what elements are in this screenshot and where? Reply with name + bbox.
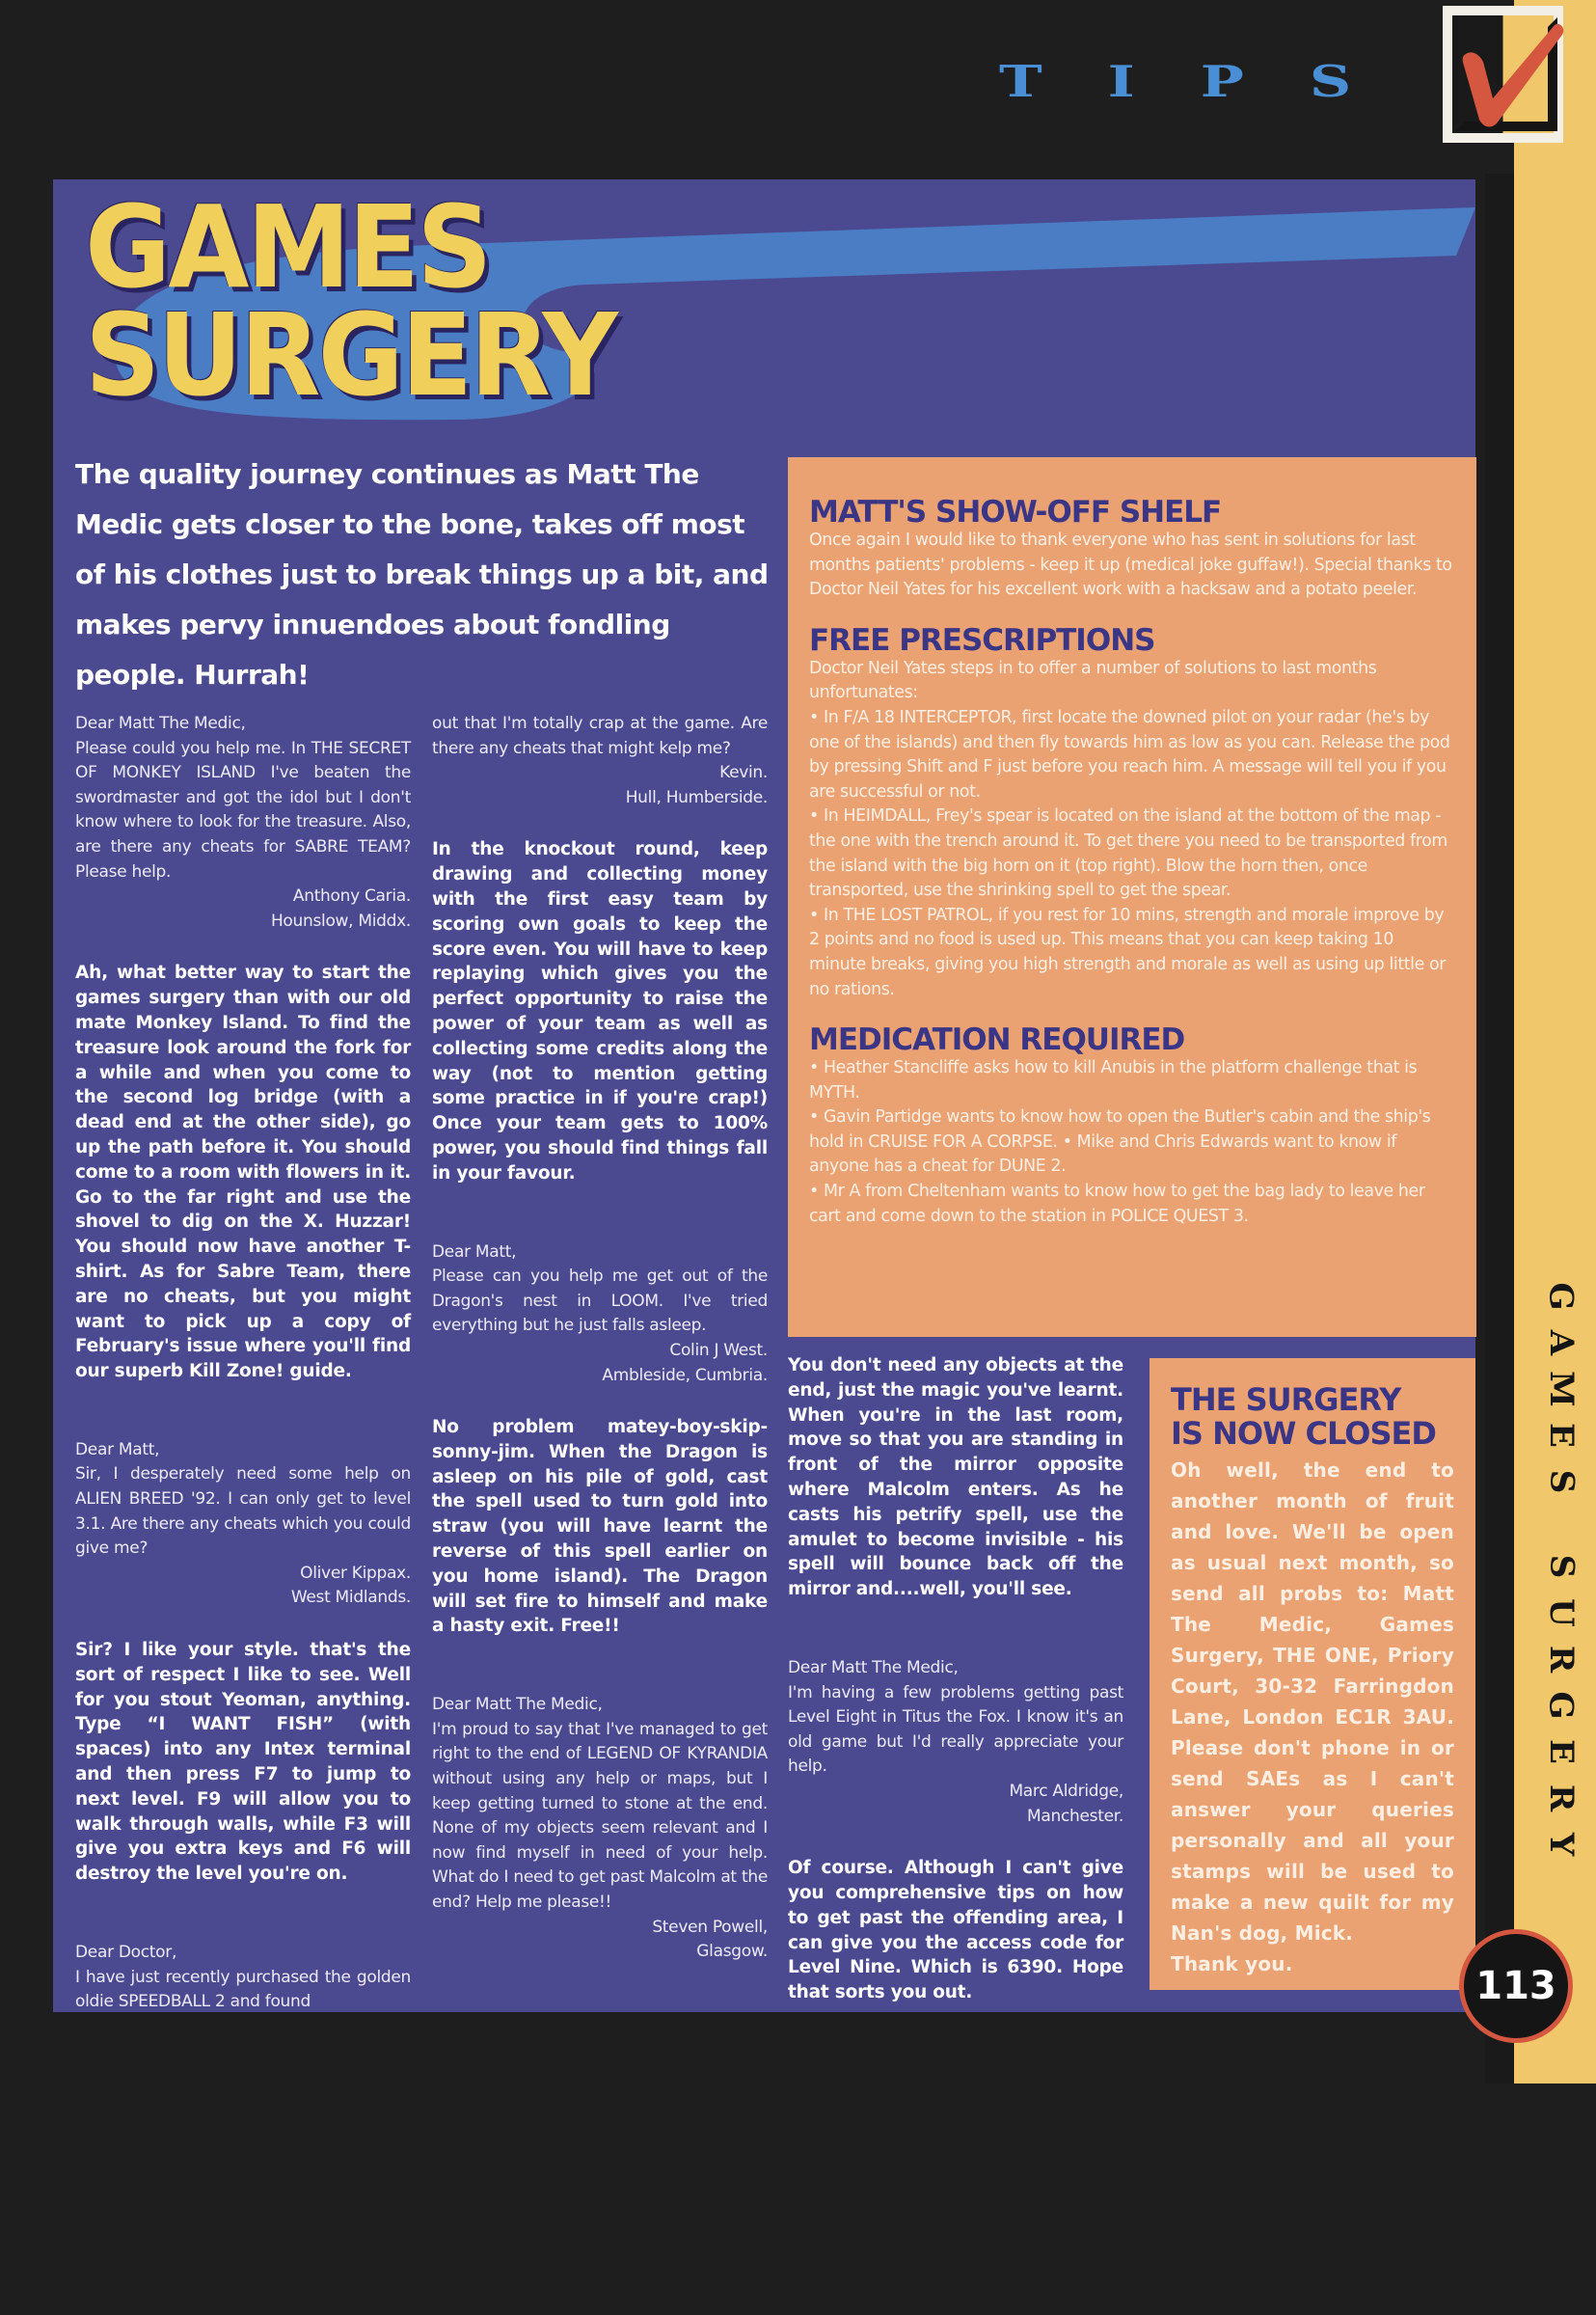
column-1 [75, 712, 411, 2015]
article-intro: The quality journey continues as Matt The Medic gets closer to the bone, takes off most of his clothes just to break things up a bit, and makes pervy innuendoes about fondling people. Hurrah! [75, 458, 769, 691]
medication-item: • Heather Stancliffe asks how to kill Anubis in the platform challenge that is MYTH. [809, 1058, 1418, 1103]
letter-signature-name: Marc Aldridge, [1009, 1781, 1123, 1801]
letter-signature-place: Hull, Humberside. [625, 787, 768, 807]
letter-salutation: Dear Matt The Medic, [432, 1695, 603, 1715]
letter-body: I'm having a few problems getting past Level Eight in Titus the Fox. I know it's an old game but I'd really appreciate your help. [788, 1682, 1123, 1777]
info-box [788, 457, 1476, 1337]
medication-required-section [809, 1023, 1455, 1229]
prescription-item: • In F/A 18 INTERCEPTOR, first locate the downed pilot on your radar (he's by one of the islands) and then fly towards him as low as you can. Release the pod by pressing Shift and F just before you reach him. A message will tell you if you are successful or not. [809, 707, 1450, 802]
letter-salutation: Dear Matt The Medic, [788, 1657, 959, 1677]
reply-3: In the knockout round, keep drawing and collecting money with the first easy team by scoring own goals to keep the score even. You will have to keep replaying which gives you the perfect opportunity to raise the power of your team as well as collecting some credits along the way (not to mention getting some practice in if you're crap!) Once your team gets to 100% power, you should find things fall in your favour. [432, 839, 768, 1184]
letter-signature-name: Steven Powell, [652, 1917, 768, 1937]
reply-2: Sir? I like your style. that's the sort of respect I like to see. Well for you stout Yeoman, anything. Type “I WANT FISH” (with spaces) into any Intex terminal and then press F7 to jump to next level. F9 will allow you to walk through walls, while F3 will give you extra keys and F6 will destroy the level you're on. [75, 1640, 411, 1885]
checkmark-icon [1454, 15, 1570, 131]
letter-body: out that I'm totally crap at the game. Are there any cheats that might kelp me? [432, 714, 768, 758]
letter-signature-name: Anthony Caria. [292, 886, 411, 907]
medication-item: • Mr A from Cheltenham wants to know how to get the bag lady to leave her cart and come down to the station in POLICE QUEST 3. [809, 1182, 1425, 1226]
free-prescriptions-section [809, 624, 1455, 1002]
surgery-closed-heading [1171, 1383, 1454, 1451]
letter-5 [432, 1693, 768, 1965]
side-letter: R [1541, 1645, 1581, 1674]
letter-body: I have just recently purchased the golden oldie SPEEDBALL 2 and found [75, 1967, 411, 2012]
letter-3-continued [432, 712, 768, 810]
side-letter: S [1542, 1554, 1581, 1579]
side-letter: U [1542, 1598, 1581, 1627]
reply-1: Ah, what better way to start the games surgery than with our old mate Monkey Island. To find the treasure look around the fork for a while and when you come to the second log bridge (with a dead end at the other side), go up the path before it. You should come to a room with flowers in it. Go to the far right and use the shovel to dig on the X. Huzzar! You should now have another T-shirt. As for Sabre Team, there are no cheats, but you might want to pick up a copy of February's issue where you'll find our superb Kill Zone! guide. [75, 963, 411, 1382]
letter-body: I'm proud to say that I've managed to get right to the end of LEGEND OF KYRANDIA without using any help or maps, but I keep getting turned to stone at the end. None of my objects seem relevant and I now find myself in need of your help. What do I need to get past Malcolm at the end? Help me please!! [432, 1719, 768, 1913]
letter-signature-place: Hounslow, Middx. [270, 911, 411, 931]
side-letter: E [1541, 1423, 1581, 1448]
show-off-shelf-heading: MATT'S SHOW-OFF SHELF [809, 495, 1222, 530]
reply-6: Of course. Although I can't give you comprehensive tips on how to get past the offending area, I can give you the access code for Level Nine. Which is 6390. Hope that sorts you out. [788, 1858, 1123, 2003]
side-letter: R [1541, 1784, 1581, 1812]
letter-salutation: Dear Doctor, [75, 1943, 177, 1963]
letter-signature-place: West Midlands. [290, 1588, 411, 1608]
prescription-item: • In HEIMDALL, Frey's spear is located on the island at the bottom of the map - the one with the trench around it. To get there you need to be transported from the island with the big horn on it (top right). Blow the horn then, once transported, use the shrinking spell to get the spear. [809, 806, 1447, 901]
column-2 [432, 712, 768, 1965]
letter-1 [75, 712, 411, 934]
letter-signature-place: Manchester. [1027, 1806, 1123, 1826]
free-prescriptions-intro: Doctor Neil Yates steps in to offer a number of solutions to last months unfortunates: [809, 658, 1377, 703]
letter-body: Please can you help me get out of the Dragon's nest in LOOM. I've tried everything but he just falls asleep. [432, 1266, 768, 1336]
page-number-badge: 113 [1459, 1929, 1573, 2043]
section-label: TIPS [999, 56, 1418, 108]
letter-6 [788, 1656, 1123, 1829]
side-letter: E [1541, 1739, 1581, 1764]
letter-4 [432, 1240, 768, 1389]
surgery-closed-box [1150, 1358, 1475, 1990]
prescription-item: • In THE LOST PATROL, if you rest for 10 mins, strength and morale improve by 2 points and no food is used up. This means that you can keep taking 10 minute breaks, giving you high strength and morale as well as using up little or no rations. [809, 905, 1447, 999]
letter-signature-place: Ambleside, Cumbria. [602, 1365, 768, 1385]
letter-body: Sir, I desperately need some help on ALIEN BREED '92. I can only get to level 3.1. Are there any cheats which you could give me? [75, 1464, 411, 1559]
side-section-label [1526, 1273, 1583, 2315]
reply-5: You don't need any objects at the end, just the magic you've learnt. When you're in the last room, move so that you are standing in front of the mirror opposite where Malcolm enters. As he casts his petrify spell, use the amulet to become invisible - his spell will bounce back off the mirror and....well, you'll see. [788, 1355, 1123, 1600]
article-title [85, 180, 616, 422]
letter-salutation: Dear Matt The Medic, [75, 714, 246, 733]
title-line-games: GAMES [85, 180, 490, 313]
side-letter: G [1541, 1282, 1581, 1311]
heading-line: IS NOW CLOSED [1171, 1415, 1436, 1452]
surgery-closed-body: Oh well, the end to another month of fruit and love. We'll be open as usual next month, so send all probs to: Matt The Medic, Games Surgery, THE ONE, Priory Court, 30-32 Farringdon Lane, London EC1R 3AU. Please don't phone in or send SAEs as I can't answer your queries personally and all your stamps will be used to make a new quilt for my Nan's dog, Mick. [1171, 1458, 1454, 1945]
title-line-surgery: SURGERY [85, 288, 616, 422]
side-letter: G [1541, 1691, 1581, 1720]
side-letter: M [1541, 1371, 1581, 1407]
side-strip-shadow [1485, 174, 1514, 2084]
free-prescriptions-heading: FREE PRESCRIPTIONS [809, 622, 1155, 658]
medication-required-heading: MEDICATION REQUIRED [809, 1022, 1185, 1058]
letter-signature-place: Glasgow. [696, 1942, 768, 1962]
side-letter: A [1541, 1329, 1581, 1356]
letter-salutation: Dear Matt, [432, 1241, 517, 1262]
letter-signature-name: Colin J West. [669, 1340, 768, 1360]
letter-signature-name: Oliver Kippax. [300, 1563, 411, 1583]
show-off-shelf-body: Once again I would like to thank everyone who has sent in solutions for last months patients' problems - keep it up (medical joke guffaw!). Special thanks to Doctor Neil Yates for his excellent work with a hacksaw and a potato peeler. [809, 531, 1452, 600]
surgery-closed-signoff: Thank you. [1171, 1952, 1293, 1975]
letter-body: Please could you help me. In THE SECRET OF MONKEY ISLAND I've beaten the swordmaster and got the idol but I don't know where to look for the treasure. Also, are there any cheats for SABRE TEAM? Please help. [75, 738, 411, 882]
letter-3-start [75, 1941, 411, 2015]
reply-4: No problem matey-boy-skip-sonny-jim. When the Dragon is asleep on his pile of gold, cast the spell used to turn gold into straw (you will have learnt the reverse of this spell earlier on you home island). The Dragon will set fire to himself and make a hasty exit. Free!! [432, 1417, 768, 1637]
heading-line: THE SURGERY [1171, 1381, 1401, 1418]
side-letter: S [1542, 1469, 1581, 1494]
side-letter: Y [1542, 1832, 1581, 1857]
column-3 [788, 1353, 1123, 2005]
letter-2 [75, 1438, 411, 1611]
letter-salutation: Dear Matt, [75, 1439, 160, 1459]
letter-signature-name: Kevin. [719, 763, 768, 783]
medication-item: • Gavin Partidge wants to know how to open the Butler's cabin and the ship's hold in CRUISE FOR A CORPSE. • Mike and Chris Edwards want to know if anyone has a cheat for DUNE 2. [809, 1107, 1431, 1177]
show-off-shelf-section [809, 496, 1455, 603]
